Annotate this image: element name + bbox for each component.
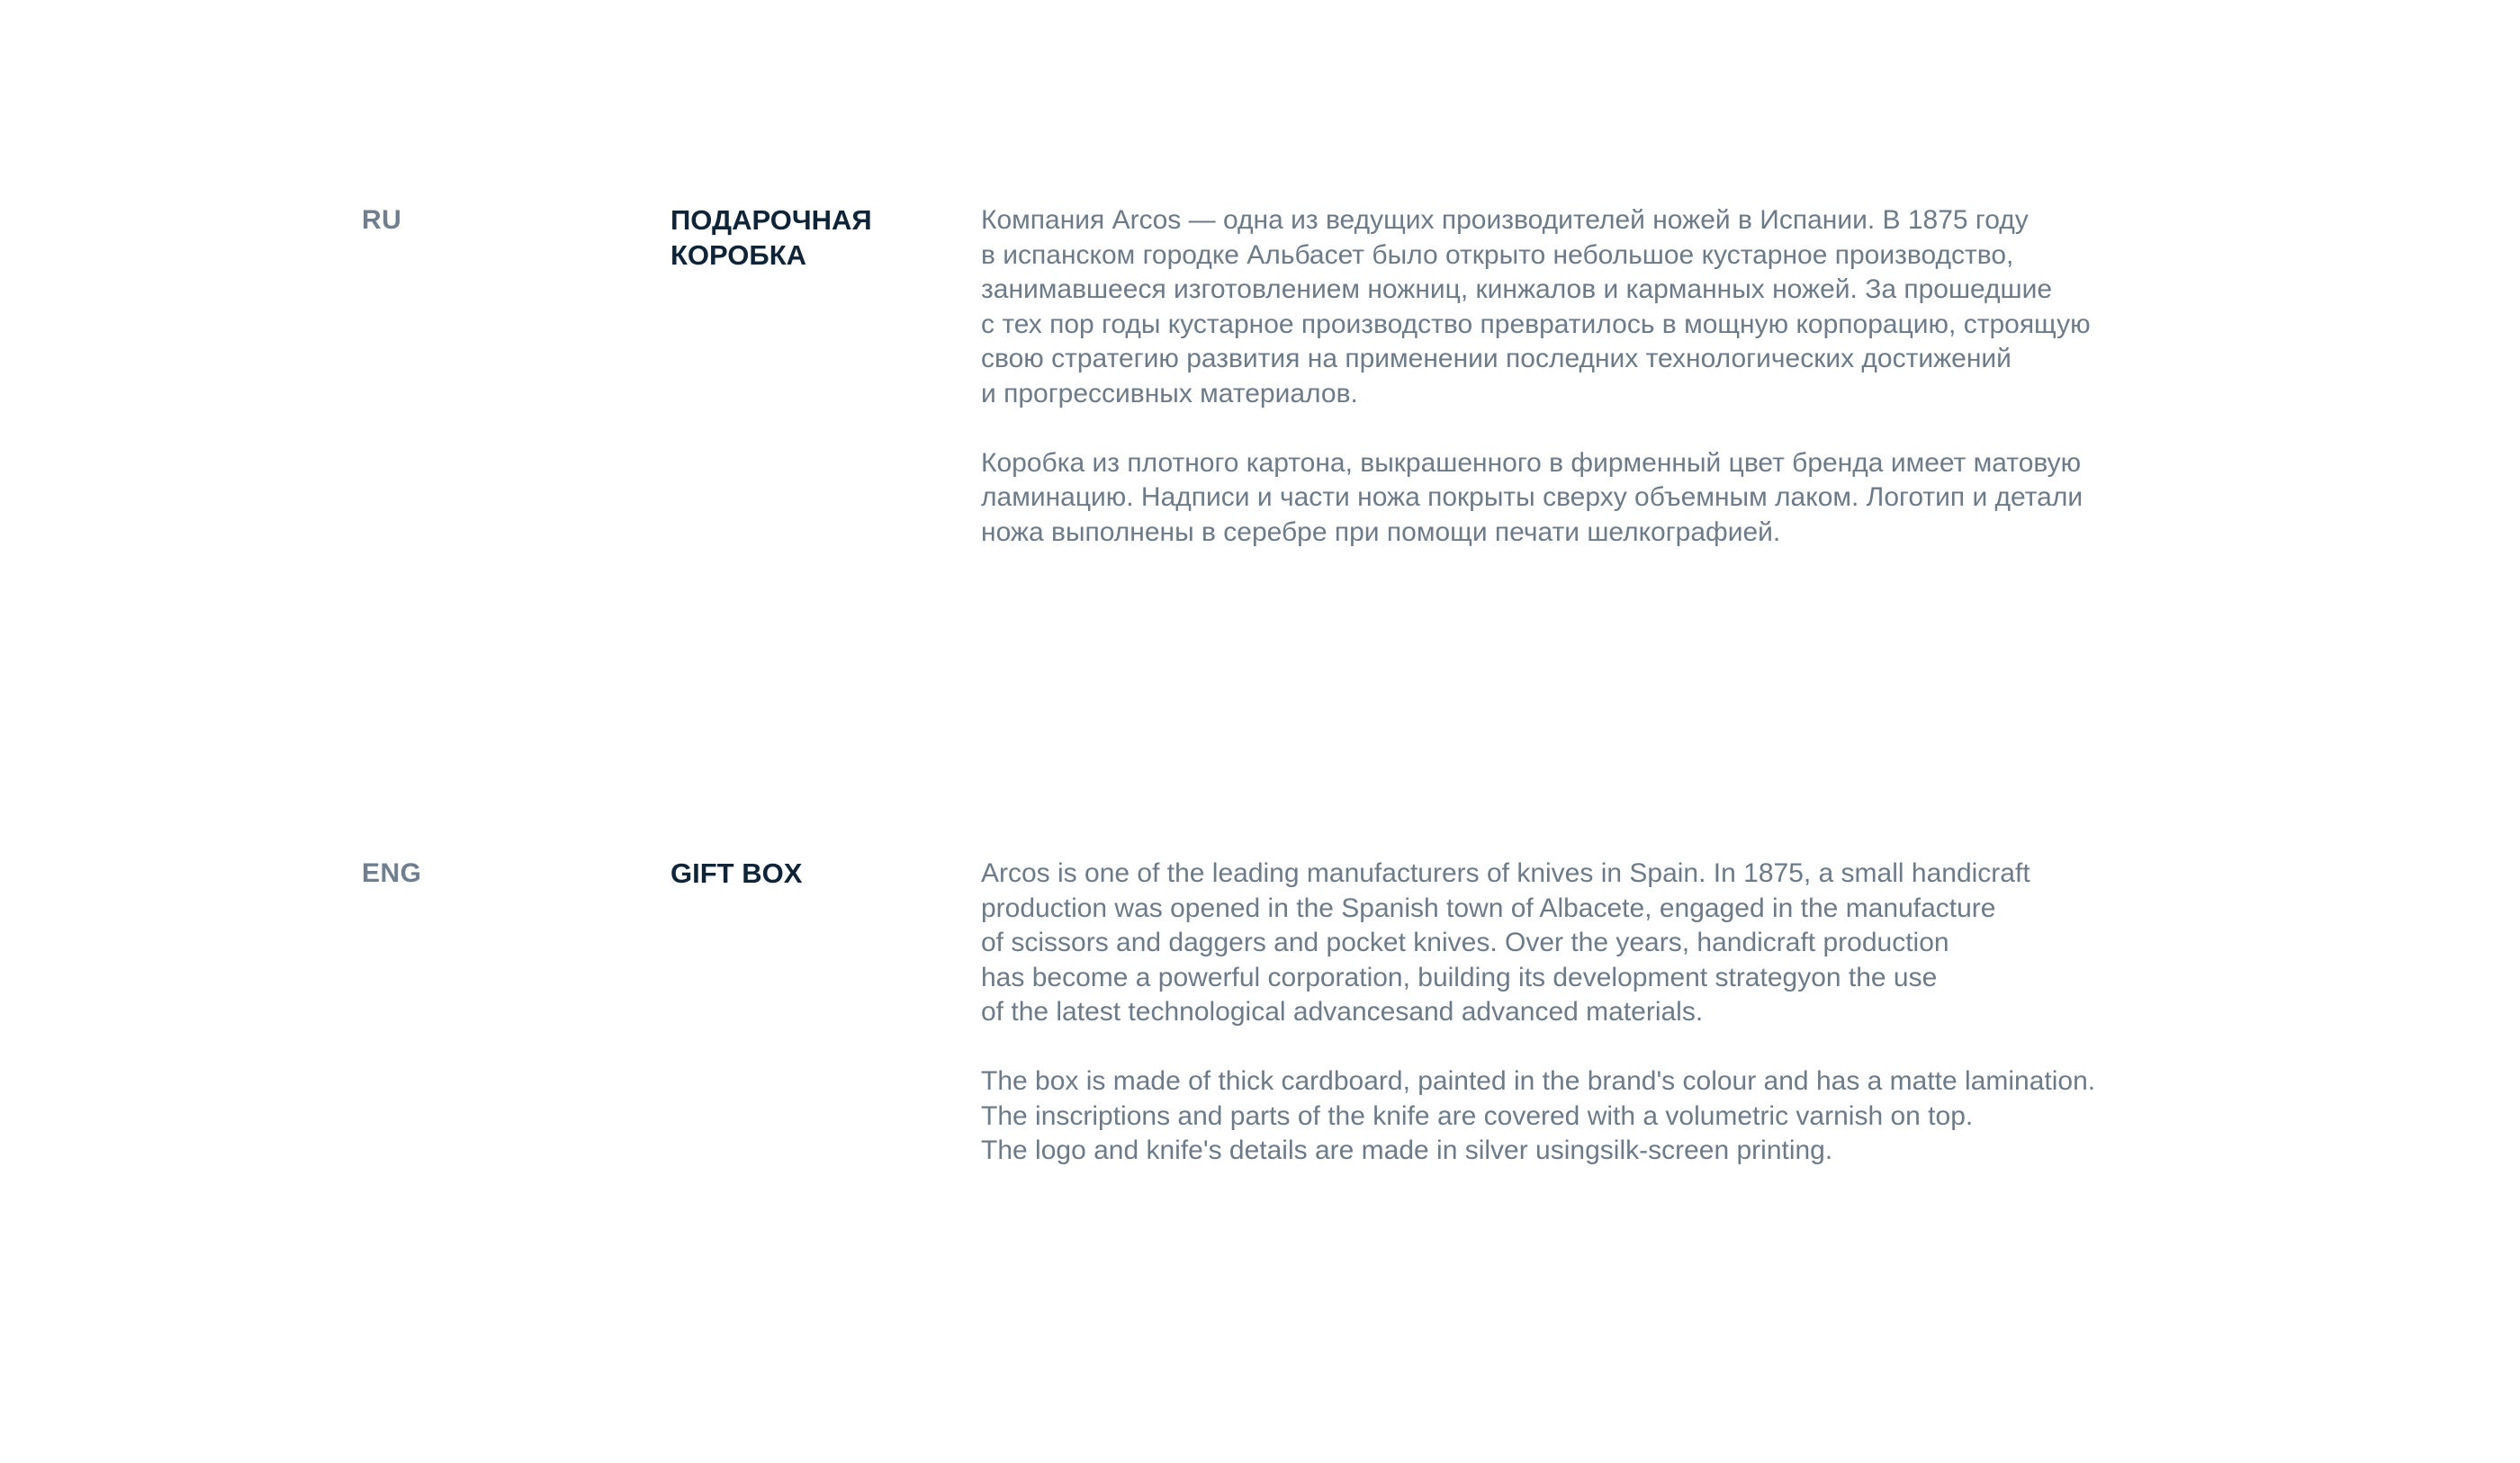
text-line: ножа выполнены в серебре при помощи печати шелкографией. [981,516,1781,547]
paragraph-company-eng [981,857,2241,1030]
title-line: КОРОБКА [670,238,807,271]
text-line: Коробка из плотного картона, выкрашенного в фирменный цвет бренда имеет матовую [981,447,2082,478]
text-line: ламинацию. Надписи и части ножа покрыты сверху объемным лаком. Логотип и детали [981,482,2084,512]
paragraph-box-ru [981,446,2241,551]
section-title-eng [670,857,968,892]
description-ru [981,203,2241,550]
text-line: и прогрессивных материалов. [981,378,1358,408]
section-title-ru [670,203,968,273]
paragraph-company-ru [981,203,2241,411]
text-line: с тех пор годы кустарное производство превратилось в мощную корпорацию, строящую [981,309,2091,339]
text-line: свою стратегию развития на применении последних технологических достижений [981,344,2012,373]
text-line: The box is made of thick cardboard, painted in the brand's colour and has a matte lamination. [981,1066,2096,1096]
text-line: The inscriptions and parts of the knife are covered with a volumetric varnish on top. [981,1100,1974,1131]
text-line: занимавшееся изготовлением ножниц, кинжалов и карманных ножей. За прошедшие [981,274,2053,304]
text-line: The logo and knife's details are made in silver usingsilk-screen printing. [981,1135,1833,1165]
paragraph-box-eng [981,1064,2241,1169]
text-line: has become a powerful corporation, building its development strategyon the use [981,962,1938,992]
language-label-ru: RU [362,205,402,235]
title-line: ПОДАРОЧНАЯ [670,204,872,236]
title-line: GIFT BOX [670,857,803,889]
text-line: of scissors and daggers and pocket knives. Over the years, handicraft production [981,928,1949,957]
text-line: production was opened in the Spanish town of Albacete, engaged in the manufacture [981,893,1996,923]
text-line: в испанском городке Альбасет было открыто небольшое кустарное производство, [981,239,2014,270]
text-line: of the latest technological advancesand advanced materials. [981,997,1704,1027]
language-label-eng: ENG [362,858,422,888]
text-line: Arcos is one of the leading manufacturers of knives in Spain. In 1875, a small handicraft [981,858,2030,888]
description-eng [981,857,2241,1169]
text-line: Компания Arcos — одна из ведущих производителей ножей в Испании. В 1875 году [981,205,2029,235]
